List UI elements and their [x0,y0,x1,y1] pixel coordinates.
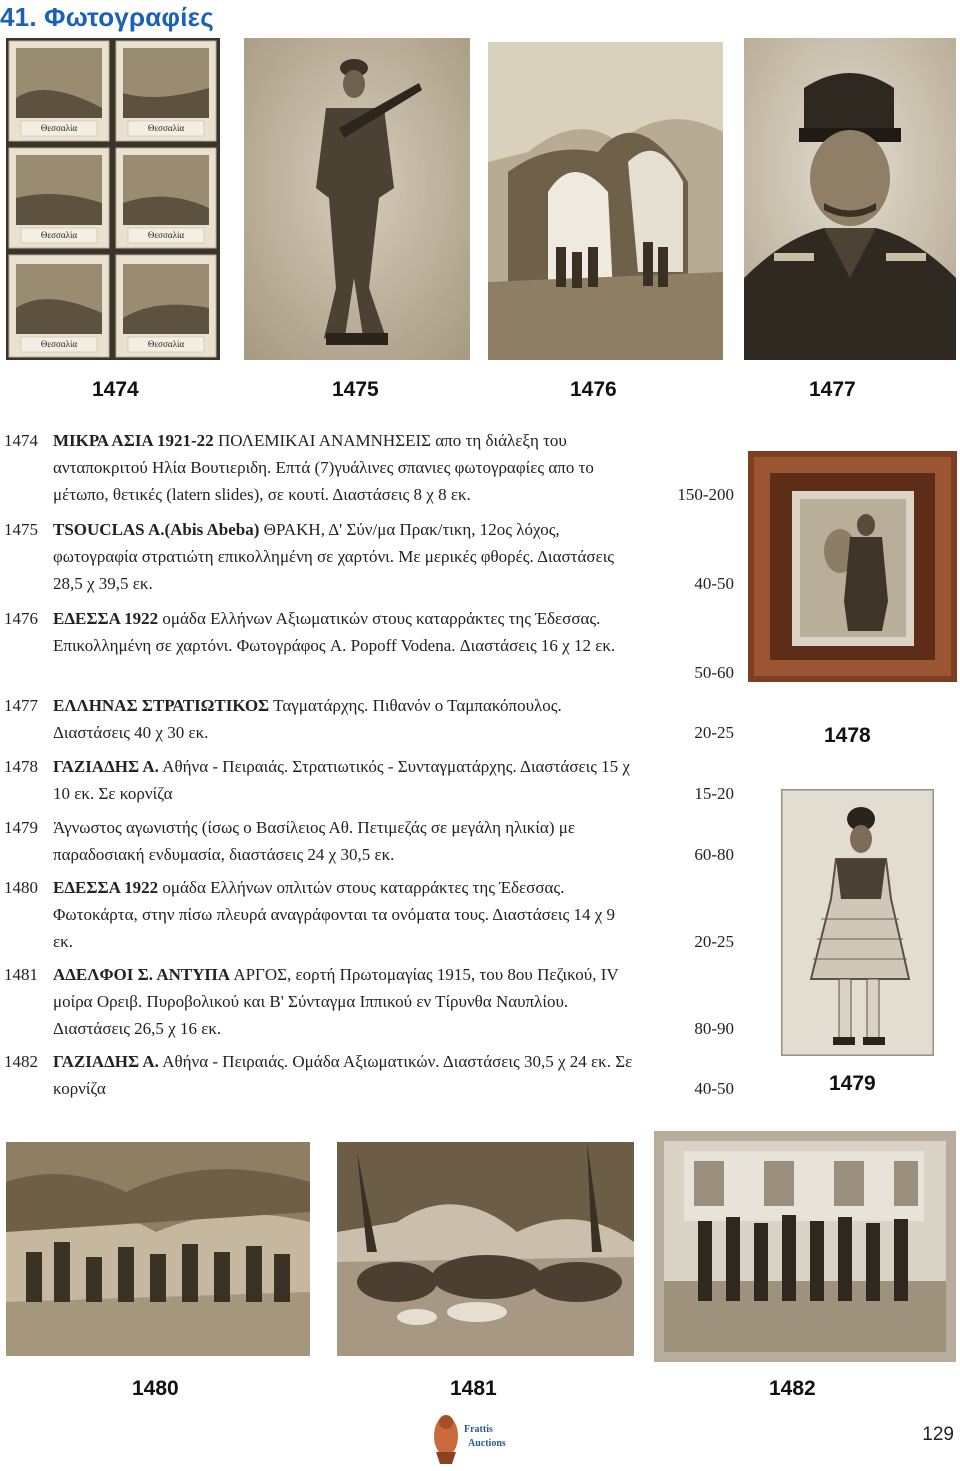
photo-1477-officer-portrait [744,38,956,360]
lot-text: φωτογραφία στρατιώτη επικολλημένη σε χαρτόνι. Με μερικές φθορές. Διαστάσεις [53,547,615,566]
lot-text: Διαστάσεις 26,5 χ 16 εκ. [53,1019,222,1038]
photo-label-1476: 1476 [570,378,617,401]
lot-price: 20-25 [694,932,734,951]
photo-label-1475: 1475 [332,378,379,401]
slide-caption: Θεσσαλία [147,339,185,349]
lot-title: ΓΑΖΙΑΔΗΣ Α. [53,757,159,776]
lot-number: 1476 [4,609,38,628]
slide-caption: Θεσσαλία [147,123,185,133]
section-title: 41. Φωτογραφίες [0,2,214,32]
lot-number: 1479 [4,818,38,837]
lot-text: Διαστάσεις 40 χ 30 εκ. [53,723,209,742]
photo-label-1477: 1477 [809,378,856,401]
photo-1478-framed-portrait [748,451,957,682]
lot-price: 150-200 [677,485,734,504]
photo-1475-soldier [244,38,470,360]
lot-text: μέτωπο, θετικές (latern slides), σε κουτί. Διαστάσεις 8 χ 8 εκ. [53,485,471,504]
lot-price: 15-20 [694,784,734,803]
lot-price: 20-25 [694,723,734,742]
photo-1474-glass-slides [6,38,220,360]
lot-text: ΠΟΛΕΜΙΚΑΙ ΑΝΑΜΝΗΣΕΙΣ απο τη διάλεξη του [217,431,567,450]
photo-label-1479: 1479 [829,1072,876,1095]
photo-label-1481: 1481 [450,1377,497,1400]
lot-title: ΑΔΕΛΦΟΙ Σ. ΑΝΤΥΠΑ [53,965,230,984]
photo-1480-soldiers-group [6,1142,310,1356]
photo-label-1478: 1478 [824,724,871,747]
lot-1477 [0,692,740,746]
lot-text: ομάδα Ελλήνων Αξιωματικών στους καταρράκτες της Έδεσσας. [162,609,601,628]
lot-text: Αθήνα - Πειραιάς. Στρατιωτικός - Συνταγματάρχης. Διαστάσεις 15 χ [162,757,630,776]
lot-number: 1482 [4,1052,38,1071]
photo-1479-fighter-portrait [781,789,934,1056]
lot-title: ΕΛΛΗΝΑΣ ΣΤΡΑΤΙΩΤΙΚΟΣ [53,696,270,715]
lot-text: εκ. [53,932,73,951]
photo-1476-waterfall-group [488,42,723,360]
lot-text: Αθήνα - Πειραιάς. Ομάδα Αξιωματικών. Διαστάσεις 30,5 χ 24 εκ. Σε [162,1052,633,1071]
lot-title: ΕΔΕΣΣΑ 1922 [53,878,159,897]
lot-text: 10 εκ. Σε κορνίζα [53,784,173,803]
lot-text: Άγνωστος αγωνιστής (ίσως ο Βασίλειος Αθ. Πετιμεζάς σε μεγάλη ηλικία) με [53,818,575,837]
lot-number: 1481 [4,965,38,984]
lot-price: 40-50 [694,574,734,593]
slide-caption: Θεσσαλία [40,339,78,349]
lot-1480 [0,874,740,955]
lot-price: 60-80 [694,845,734,864]
lot-text: 28,5 χ 39,5 εκ. [53,574,153,593]
lot-number: 1474 [4,431,38,450]
lot-price: 80-90 [694,1019,734,1038]
photo-label-1474: 1474 [92,378,139,401]
photo-label-1482: 1482 [769,1377,816,1400]
lot-text: ανταποκριτού Ηλία Βουτιεριδη. Επτά (7)γυάλινες σπανιες φωτογραφίες απο το [53,458,594,477]
lot-number: 1475 [4,520,38,539]
lot-title: ΕΔΕΣΣΑ 1922 [53,609,159,628]
lot-title: ΓΑΖΙΑΔΗΣ Α. [53,1052,159,1071]
lot-1474 [0,427,740,508]
lot-title: TSOUCLAS A.(Abis Abeba) [53,520,260,539]
lot-1476 [0,605,740,686]
photo-1481-gathering [337,1142,634,1356]
photo-1482-officers-group [654,1131,956,1362]
lot-1482 [0,1048,740,1102]
lot-text: ομάδα Ελλήνων οπλιτών στους καταρράκτες της Έδεσσας. [162,878,565,897]
lot-1479 [0,814,740,868]
logo-text-line1: Frattis [464,1424,493,1435]
lot-text: κορνίζα [53,1079,106,1098]
lot-1478 [0,753,740,807]
slide-caption: Θεσσαλία [40,123,78,133]
lot-number: 1477 [4,696,38,715]
page-number: 129 [922,1424,954,1445]
lot-number: 1478 [4,757,38,776]
lot-text: ΘΡΑΚΗ, Δ' Σύν/μα Πρακ/τικη, 12ος λόχος, [263,520,560,539]
lot-1475 [0,516,740,597]
photo-label-1480: 1480 [132,1377,179,1400]
frattis-auctions-logo [432,1412,532,1468]
logo-text-line2: Auctions [468,1438,506,1449]
lot-text: παραδοσιακή ενδυμασία, διαστάσεις 24 χ 30,5 εκ. [53,845,395,864]
lot-price: 50-60 [694,663,734,682]
lot-title: ΜΙΚΡΑ ΑΣΙΑ 1921-22 [53,431,214,450]
lot-1481 [0,961,740,1042]
lot-price: 40-50 [694,1079,734,1098]
lot-text: ΑΡΓΟΣ, εορτή Πρωτομαγίας 1915, του 8ου Πεζικού, IV [233,965,619,984]
slide-caption: Θεσσαλία [40,230,78,240]
lot-text: Φωτοκάρτα, στην πίσω πλευρά αναγράφονται τα ονόματα τους. Διαστάσεις 14 χ 9 [53,905,616,924]
lot-text: μοίρα Ορειβ. Πυροβολικού και Β' Σύνταγμα Ιππικού εν Τίρυνθα Ναυπλίου. [53,992,569,1011]
lot-number: 1480 [4,878,38,897]
lot-text: Ταγματάρχης. Πιθανόν ο Ταμπακόπουλος. [273,696,562,715]
lot-text: Επικολλημένη σε χαρτόνι. Φωτογράφος A. Popoff Vodena. Διαστάσεις 16 χ 12 εκ. [53,636,616,655]
slide-caption: Θεσσαλία [147,230,185,240]
